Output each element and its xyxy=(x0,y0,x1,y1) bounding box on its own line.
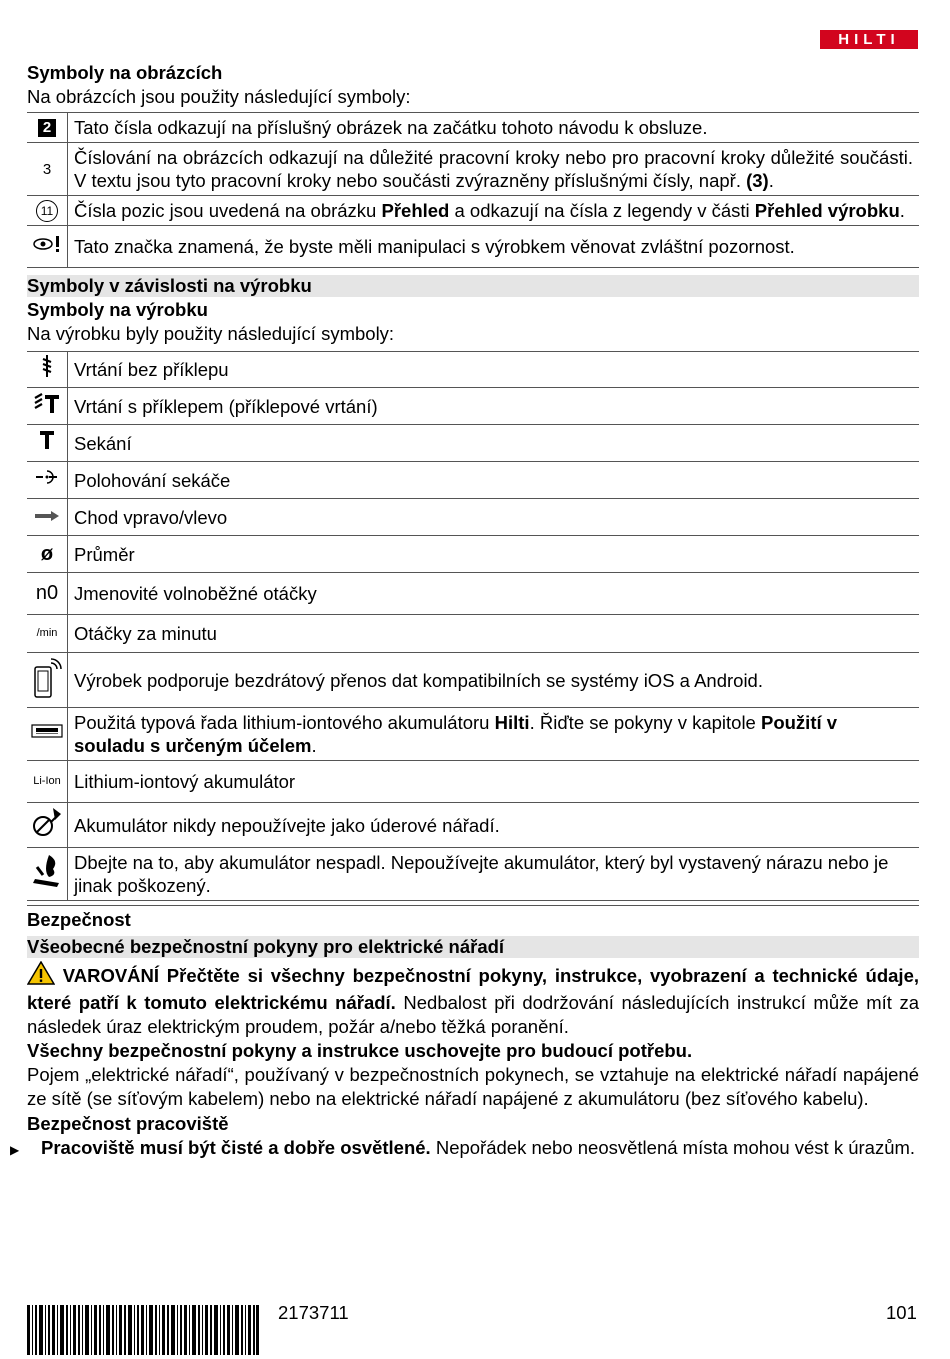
section-bar-general-safety: Všeobecné bezpečnostní pokyny pro elektrické nářadí xyxy=(27,936,919,958)
section-title-figures: Symboly na obrázcích xyxy=(27,62,223,83)
table-row xyxy=(27,425,919,462)
direction-arrow-icon xyxy=(27,499,68,536)
keep-instructions-text: Všechny bezpečnostní pokyny a instrukce uschovejte pro budoucí potřebu. xyxy=(27,1040,693,1061)
row-text: Chod vpravo/vlevo xyxy=(68,499,920,536)
step-number-symbol: 3 xyxy=(27,143,68,196)
section-bar-product-symbols: Symboly v závislosti na výrobku xyxy=(27,275,919,297)
row-text: Vrtání bez příklepu xyxy=(68,352,920,388)
battery-icon xyxy=(27,708,68,761)
table-row xyxy=(27,573,919,615)
page-content xyxy=(10,60,920,1162)
section-title-safety: Bezpečnost xyxy=(27,909,131,930)
table-row xyxy=(27,499,919,536)
page-number: 101 xyxy=(886,1302,917,1323)
diameter-icon: ø xyxy=(27,536,68,573)
definition-paragraph: Pojem „elektrické nářadí“, používaný v bezpečnostních pokynech, se vztahuje na elektrické nářadí napájené ze sítě (se síťovým kabelem) nebo na elektrické nářadí napájené z akumulátoru (bez síťového kabelu). xyxy=(27,1064,919,1109)
bullet-arrow-icon: ▶ xyxy=(10,1143,20,1157)
section-intro-product: Na výrobku byly použity následující symboly: xyxy=(27,323,395,344)
figure-symbols-table xyxy=(27,112,919,268)
row-text: Otáčky za minutu xyxy=(68,615,920,653)
wireless-phone-icon xyxy=(27,653,68,708)
chisel-icon xyxy=(27,425,68,462)
position-number-symbol: 11 xyxy=(27,196,68,226)
table-row xyxy=(27,226,919,268)
row-text: Lithium-iontový akumulátor xyxy=(68,761,920,803)
table-row xyxy=(27,615,919,653)
table-row xyxy=(27,536,919,573)
table-row xyxy=(27,761,919,803)
warning-paragraph: VAROVÁNÍ Přečtěte si všechny bezpečnostní pokyny, instrukce, vyobrazení a technické údaje, které patří k tomuto elektrickému nářadí. Nedbalost při dodržování následujících instrukcí může mít za následek úraz elektrickým proudem, požár a/nebo těžká poranění. xyxy=(27,961,919,1039)
table-row xyxy=(27,113,919,143)
bullet-item: ▶ Pracoviště musí být čisté a dobře osvětlené. Nepořádek nebo neosvětlená místa mohou vést k úrazům. xyxy=(27,1136,919,1162)
chisel-position-icon xyxy=(27,462,68,499)
eye-attention-icon xyxy=(27,226,68,268)
section-title-product: Symboly na výrobku xyxy=(27,299,208,320)
table-row xyxy=(27,803,919,848)
hilti-logo: HILTI xyxy=(820,30,918,49)
row-text: Jmenovité volnoběžné otáčky xyxy=(68,573,920,615)
row-text: Akumulátor nikdy nepoužívejte jako úderové nářadí. xyxy=(68,803,920,848)
document-code: 2173711 xyxy=(278,1302,349,1323)
table-row xyxy=(27,143,919,196)
divider xyxy=(27,905,919,906)
figure-number-symbol: 2 xyxy=(27,113,68,143)
falling-battery-icon xyxy=(27,848,68,901)
table-row xyxy=(27,462,919,499)
no-hammer-icon xyxy=(27,803,68,848)
table-row xyxy=(27,848,919,901)
row-text: Vrtání s příklepem (příklepové vrtání) xyxy=(68,388,920,425)
table-row xyxy=(27,653,919,708)
drill-icon xyxy=(27,352,68,388)
barcode-image xyxy=(27,1305,259,1355)
row-text: Dbejte na to, aby akumulátor nespadl. Nepoužívejte akumulátor, který byl vystavený nárazu nebo je jinak poškozený. xyxy=(68,848,920,901)
row-text: Číslování na obrázcích odkazují na důležité pracovní kroky nebo pro pracovní kroky důležité součásti. V textu jsou tyto pracovní kroky nebo součásti zvýrazněny příslušnými čísly, např. (3). xyxy=(68,143,920,196)
row-text: Sekání xyxy=(68,425,920,462)
product-symbols-table xyxy=(27,351,919,901)
workplace-safety-title: Bezpečnost pracoviště xyxy=(27,1113,229,1134)
table-row xyxy=(27,708,919,761)
row-text: Tato značka znamená, že byste měli manipulaci s výrobkem věnovat zvláštní pozornost. xyxy=(68,226,920,268)
warning-triangle-icon xyxy=(27,961,55,991)
table-row xyxy=(27,388,919,425)
hammer-drill-icon xyxy=(27,388,68,425)
rated-speed-icon: n0 xyxy=(27,573,68,615)
li-ion-icon: Li-Ion xyxy=(27,761,68,803)
table-row xyxy=(27,352,919,388)
row-text: Polohování sekáče xyxy=(68,462,920,499)
table-row xyxy=(27,196,919,226)
section-intro-figures: Na obrázcích jsou použity následující symboly: xyxy=(27,86,411,107)
row-text: Tato čísla odkazují na příslušný obrázek na začátku tohoto návodu k obsluze. xyxy=(68,113,920,143)
per-minute-icon: /min xyxy=(27,615,68,653)
row-text: Průměr xyxy=(68,536,920,573)
row-text: Čísla pozic jsou uvedená na obrázku Přehled a odkazují na čísla z legendy v části Přehled výrobku. xyxy=(68,196,920,226)
row-text: Výrobek podporuje bezdrátový přenos dat kompatibilních se systémy iOS a Android. xyxy=(68,653,920,708)
row-text: Použitá typová řada lithium-iontového akumulátoru Hilti. Řiďte se pokyny v kapitole Použití v souladu s určeným účelem. xyxy=(68,708,920,761)
